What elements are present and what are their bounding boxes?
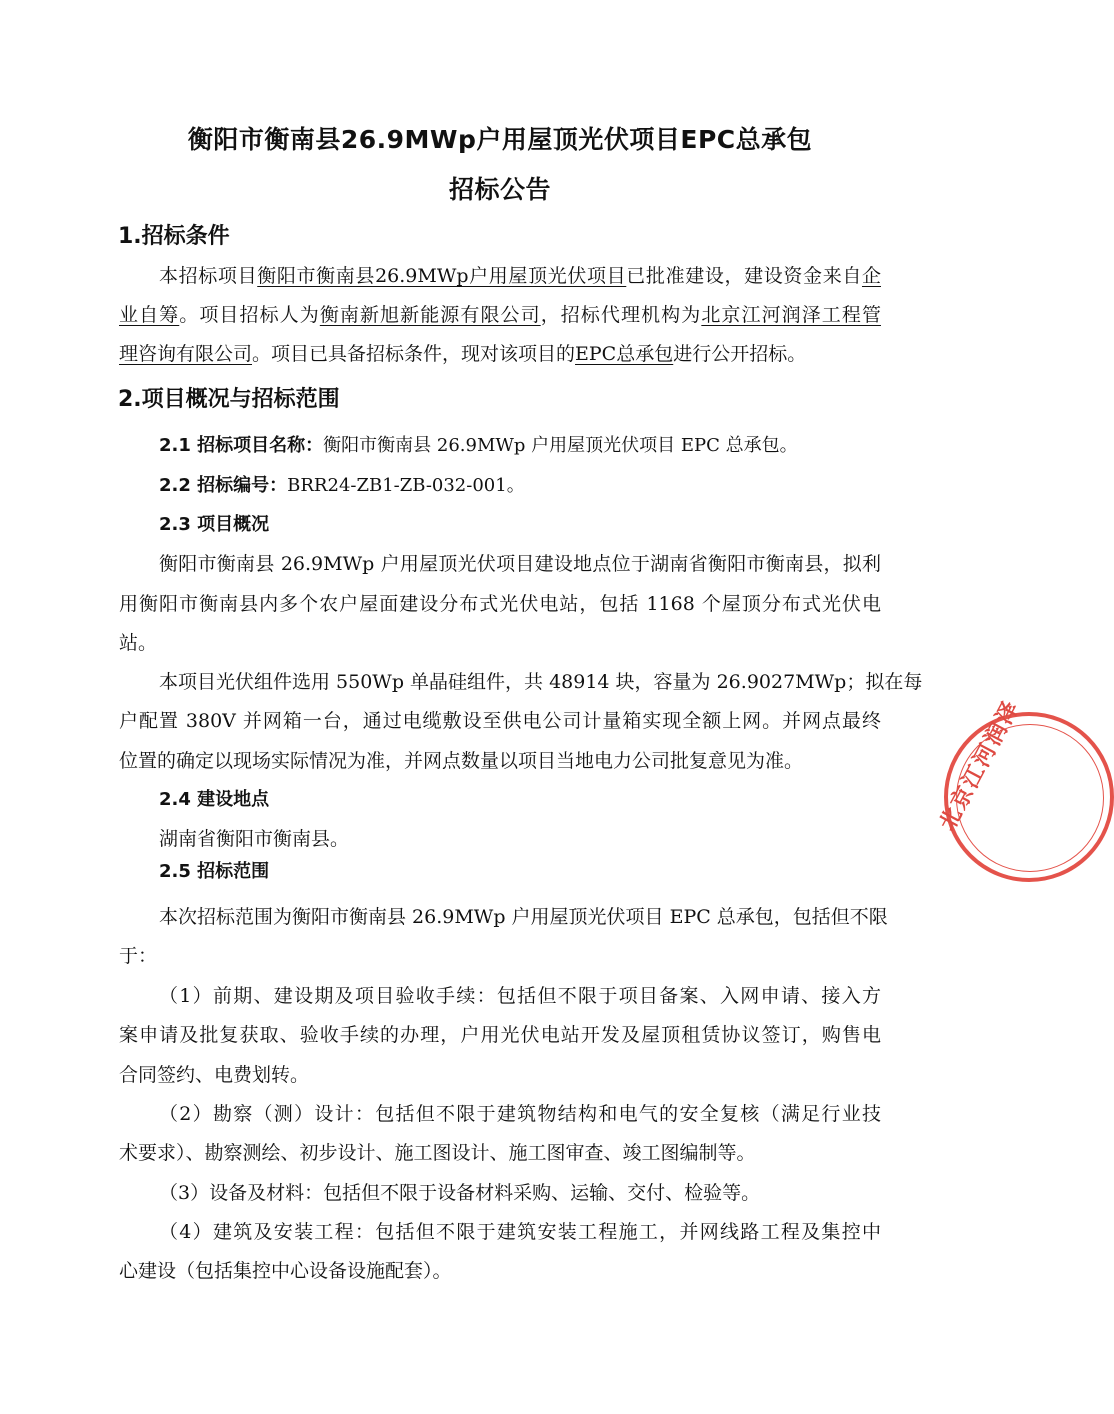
- subsection-label: 2.2 招标编号：: [159, 475, 288, 496]
- subsection-2-1: [159, 433, 798, 459]
- seal-text: 北京江河润泽: [935, 695, 1025, 835]
- section-1-paragraph-line: [119, 341, 881, 367]
- text-span: ，招标代理机构为: [540, 304, 702, 326]
- overview-line: 用衡阳市衡南县内多个农户屋面建设分布式光伏电站，包括 1168 个屋顶分布式光伏电: [119, 593, 881, 615]
- scope-item-line: （3）设备及材料：包括但不限于设备材料采购、运输、交付、检验等。: [159, 1182, 761, 1204]
- subsection-2-2: [159, 473, 525, 499]
- overview-line: 衡阳市衡南县 26.9MWp 户用屋顶光伏项目建设地点位于湖南省衡阳市衡南县，拟利: [159, 553, 881, 575]
- subsection-2-3-heading: 2.3 项目概况: [159, 514, 270, 535]
- document-subtitle: 招标公告: [448, 175, 551, 204]
- subsection-value: 衡阳市衡南县 26.9MWp 户用屋顶光伏项目 EPC 总承包。: [323, 435, 798, 456]
- text-span: 。项目已具备招标条件，现对该项目的: [252, 343, 576, 365]
- overview-line: 户配置 380V 并网箱一台，通过电缆敷设至供电公司计量箱实现全额上网。并网点最终: [119, 710, 881, 732]
- text-span: 进行公开招标。: [673, 343, 807, 365]
- scope-line: 本次招标范围为衡阳市衡南县 26.9MWp 户用屋顶光伏项目 EPC 总承包，包括但不限: [159, 906, 888, 928]
- text-span: 已批准建设，建设资金来自: [626, 265, 862, 287]
- subsection-2-5-heading: 2.5 招标范围: [159, 861, 270, 882]
- scope-item-line: 心建设（包括集控中心设备设施配套）。: [119, 1260, 452, 1282]
- tenderer-underlined: 衡南新旭新能源有限公司: [319, 304, 541, 326]
- fund-source-underlined: 业自筹: [119, 304, 180, 326]
- agent-underlined: 北京江河润泽工程管: [701, 304, 881, 326]
- section-1-paragraph-line: [159, 263, 881, 289]
- scope-item-line: 案申请及批复获取、验收手续的办理，户用光伏电站开发及屋顶租赁协议签订，购售电: [119, 1024, 881, 1046]
- scope-item-line: 术要求）、勘察测绘、初步设计、施工图设计、施工图审查、竣工图编制等。: [119, 1142, 756, 1164]
- text-span: 。项目招标人为: [179, 304, 320, 326]
- scope-item-line: （2）勘察（测）设计：包括但不限于建筑物结构和电气的安全复核（满足行业技: [159, 1103, 881, 1125]
- scope-item-line: （1）前期、建设期及项目验收手续：包括但不限于项目备案、入网申请、接入方: [159, 985, 881, 1007]
- agent-underlined: 理咨询有限公司: [119, 343, 253, 365]
- subsection-label: 2.1 招标项目名称：: [159, 435, 324, 456]
- scope-item-line: （4）建筑及安装工程：包括但不限于建筑安装工程施工，并网线路工程及集控中: [159, 1221, 881, 1243]
- document-title: 衡阳市衡南县26.9MWp户用屋顶光伏项目EPC总承包: [187, 125, 813, 154]
- location-value: 湖南省衡阳市衡南县。: [159, 828, 350, 850]
- section-1-heading: 1.招标条件: [118, 224, 230, 249]
- fund-source-underlined: 企: [861, 265, 881, 287]
- scope-line: 于：: [119, 945, 158, 967]
- scope-item-line: 合同签约、电费划转。: [119, 1064, 310, 1086]
- subsection-2-4-heading: 2.4 建设地点: [159, 789, 270, 810]
- official-seal: [935, 695, 1114, 882]
- overview-line: 位置的确定以现场实际情况为准，并网点数量以项目当地电力公司批复意见为准。: [119, 750, 804, 772]
- overview-line: 本项目光伏组件选用 550Wp 单晶硅组件，共 48914 块，容量为 26.9027MWp；拟在每: [159, 671, 923, 693]
- text-span: 本招标项目: [159, 265, 258, 287]
- scope-underlined: EPC总承包: [575, 343, 674, 365]
- overview-line: 站。: [119, 632, 158, 654]
- section-1-paragraph-line: [119, 302, 881, 328]
- project-name-underlined: 衡阳市衡南县26.9MWp户用屋顶光伏项目: [257, 265, 627, 287]
- subsection-value: BRR24-ZB1-ZB-032-001。: [287, 475, 525, 496]
- section-2-heading: 2.项目概况与招标范围: [118, 387, 340, 412]
